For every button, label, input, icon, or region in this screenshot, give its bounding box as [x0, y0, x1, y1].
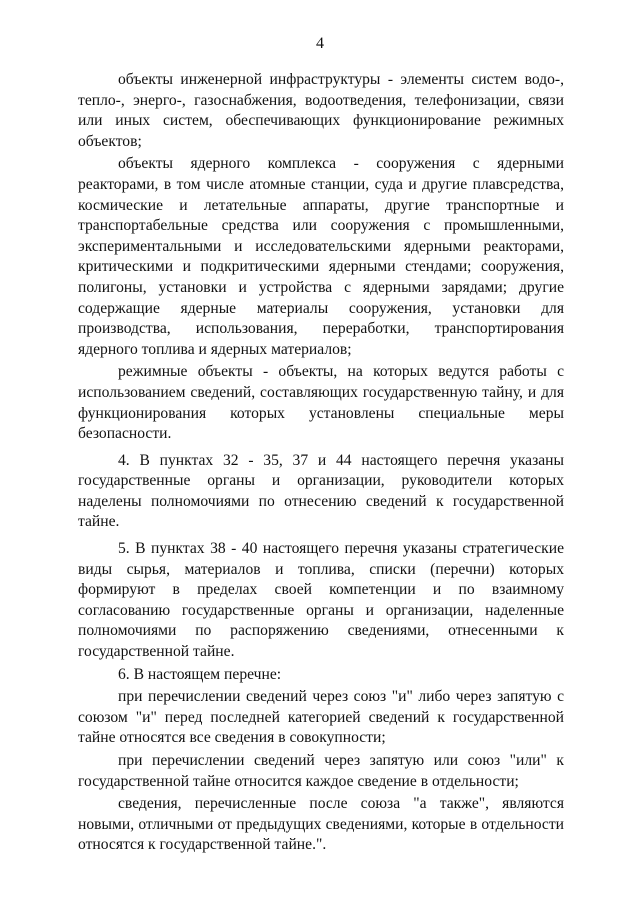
paragraph-item-5: 5. В пунктах 38 - 40 настоящего перечня указаны стратегические виды сырья, материалов и топлива, списки (перечни) которых формируют в пределах своей компетенции и по взаимному согласованию государственные органы и организации, наделенные полномочиями по распоряжению сведениями, отнесенными к государственной тайне. — [78, 540, 564, 661]
paragraph-as-well-as: сведения, перечисленные после союза "а также", являются новыми, отличными от предыдущих сведениями, которые в отдельности относятся к государственной тайне.". — [78, 795, 564, 854]
paragraph-item-6: 6. В настоящем перечне: — [118, 665, 282, 683]
paragraph-engineering-infrastructure: объекты инженерной инфраструктуры - элементы систем водо-, тепло-, энерго-, газоснабжения, водоотведения, телефонизации, связи или иных систем, обеспечивающих функционирование режимных объектов; — [78, 71, 564, 150]
paragraph-nuclear-complex: объекты ядерного комплекса - сооружения с ядерными реакторами, в том числе атомные станции, суда и другие плавсредства, космические и летательные аппараты, другие транспортные и транспортабельные средства или сооружения с промышленными, экспериментальными и исследовательскими ядерными реакторами, критическими и подкритическими ядерными стендами; сооружения, полигоны, установки и устройства с ядерными зарядами; другие содержащие ядерные материалы сооружения, установки для производства, использования, переработки, транспортирования ядерного топлива и ядерных материалов; — [78, 155, 564, 358]
page-number: 4 — [316, 35, 324, 52]
paragraph-conjunction-and: при перечислении сведений через союз "и" либо через запятую с союзом "и" перед последней категорией сведений к государственной тайне относятся все сведения в совокупности; — [78, 688, 564, 747]
document-body — [78, 70, 564, 856]
paragraph-item-4: 4. В пунктах 32 - 35, 37 и 44 настоящего перечня указаны государственные органы и организации, руководители которых наделены полномочиями по отнесению сведений к государственной тайне. — [78, 451, 564, 531]
paragraph-conjunction-or: при перечислении сведений через запятую или союз "или" к государственной тайне относится каждое сведение в отдельности; — [78, 752, 564, 790]
paragraph-regime-objects: режимные объекты - объекты, на которых ведутся работы с использованием сведений, составляющих государственную тайну, и для функционирования которых установлены специальные меры безопасности. — [78, 363, 564, 443]
